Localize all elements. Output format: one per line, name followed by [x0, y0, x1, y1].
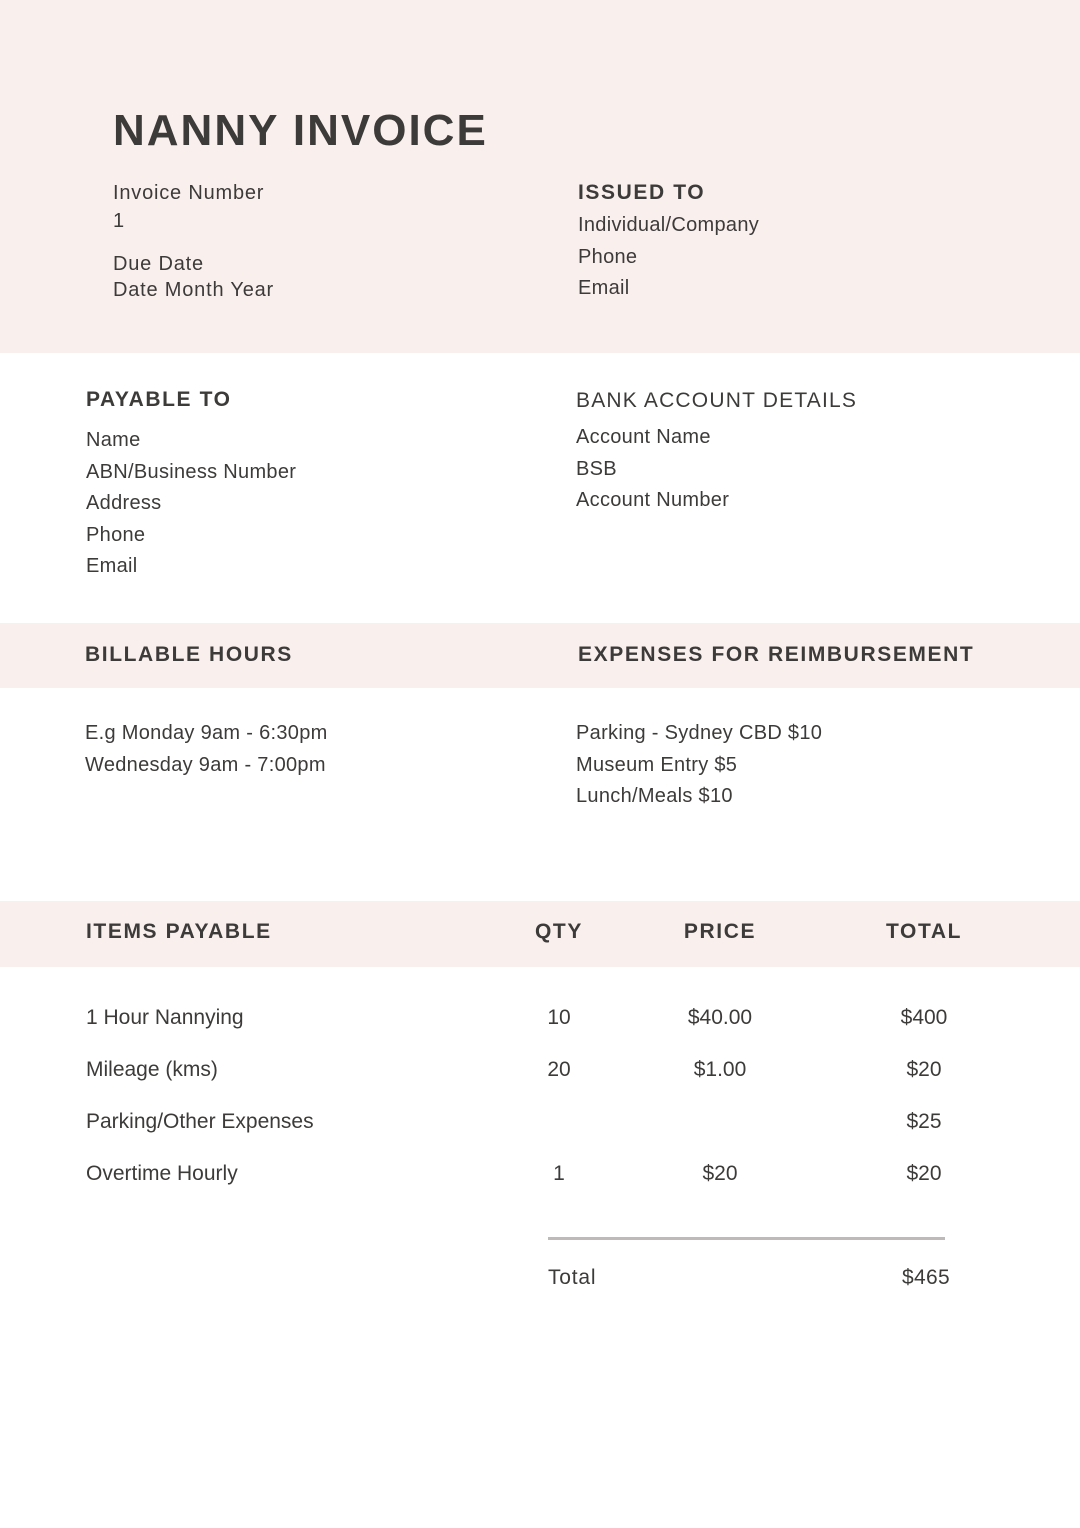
payable-to-details: [86, 425, 296, 583]
col-header-item: ITEMS PAYABLE: [86, 920, 272, 943]
item-total: $400: [900, 1006, 948, 1029]
table-row: [0, 1154, 1080, 1194]
item-price: $20: [702, 1162, 738, 1185]
issued-to-heading: ISSUED TO: [578, 181, 706, 204]
invoice-number-label: Invoice Number: [113, 182, 265, 204]
payable-to-heading: PAYABLE TO: [86, 388, 232, 411]
col-header-qty: QTY: [535, 920, 583, 943]
payable-to-line: ABN/Business Number: [86, 460, 297, 483]
issued-to-line: Phone: [578, 245, 638, 268]
item-total: $20: [906, 1162, 942, 1185]
due-date-label: Due Date: [113, 253, 204, 275]
bank-line: BSB: [576, 457, 617, 480]
bank-line: Account Name: [576, 426, 711, 448]
table-row: [0, 1102, 1080, 1142]
expenses-list: [576, 718, 822, 813]
total-value: $465: [902, 1266, 950, 1289]
expense-line: Lunch/Meals $10: [576, 785, 733, 807]
bank-details-heading: BANK ACCOUNT DETAILS: [576, 389, 858, 412]
bank-details: [576, 422, 729, 517]
billable-hours-heading: BILLABLE HOURS: [85, 643, 293, 666]
item-name: Overtime Hourly: [86, 1162, 238, 1185]
payable-to-line: Email: [86, 555, 138, 577]
item-price: $40.00: [687, 1006, 753, 1029]
billable-hours-line: E.g Monday 9am - 6:30pm: [85, 722, 328, 744]
issued-to-line: Individual/Company: [578, 214, 760, 236]
item-total: $25: [906, 1110, 942, 1133]
item-qty: 10: [547, 1006, 571, 1029]
table-row: [0, 1050, 1080, 1090]
item-qty: 20: [547, 1058, 571, 1081]
expense-line: Parking - Sydney CBD $10: [576, 722, 823, 744]
item-name: Mileage (kms): [86, 1058, 218, 1081]
payable-to-line: Name: [86, 429, 141, 451]
payable-to-line: Phone: [86, 523, 146, 546]
payable-to-line: Address: [86, 492, 162, 514]
billable-hours-list: [85, 718, 328, 781]
expenses-heading: EXPENSES FOR REIMBURSEMENT: [578, 643, 975, 666]
billable-hours-line: Wednesday 9am - 7:00pm: [85, 753, 326, 776]
bank-line: Account Number: [576, 489, 730, 511]
total-label: Total: [548, 1266, 597, 1289]
item-price: $1.00: [693, 1058, 747, 1081]
item-qty: 1: [553, 1162, 565, 1185]
invoice-number-value: 1: [113, 210, 125, 232]
invoice-title: NANNY INVOICE: [113, 106, 488, 155]
item-name: 1 Hour Nannying: [86, 1006, 244, 1029]
col-header-price: PRICE: [683, 920, 757, 943]
items-table-header: [0, 912, 1080, 952]
col-header-total: TOTAL: [885, 920, 963, 943]
expense-line: Museum Entry $5: [576, 753, 738, 776]
issued-to-details: [578, 210, 759, 305]
issued-to-line: Email: [578, 277, 630, 299]
due-date-value: Date Month Year: [113, 279, 274, 301]
item-name: Parking/Other Expenses: [86, 1110, 314, 1133]
total-divider: [548, 1237, 945, 1240]
item-total: $20: [906, 1058, 942, 1081]
table-row: [0, 998, 1080, 1038]
